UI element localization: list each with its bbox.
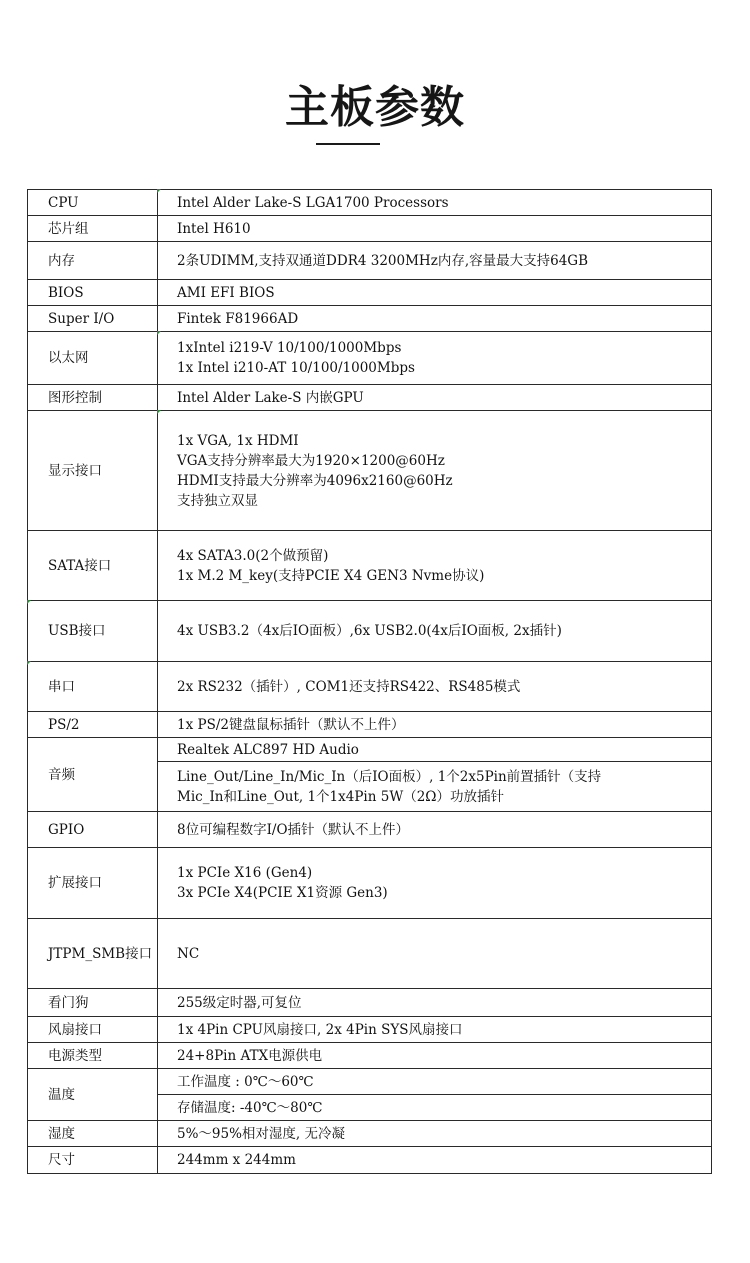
spec-row-size bbox=[28, 1147, 712, 1174]
spec-label: USB接口 bbox=[28, 601, 158, 662]
spec-row-cpu bbox=[28, 190, 712, 216]
spec-label: 湿度 bbox=[28, 1121, 158, 1147]
spec-row-power bbox=[28, 1043, 712, 1069]
spec-row-bios bbox=[28, 280, 712, 306]
spec-row-superio bbox=[28, 306, 712, 332]
spec-label: 看门狗 bbox=[28, 989, 158, 1017]
spec-value: 1x PCIe X16 (Gen4) 3x PCIe X4(PCIE X1资源 Gen3) bbox=[158, 848, 712, 919]
spec-row-memory bbox=[28, 242, 712, 280]
spec-label: 音频 bbox=[28, 738, 158, 812]
spec-label: 电源类型 bbox=[28, 1043, 158, 1069]
page-title: 主板参数 bbox=[285, 82, 465, 133]
spec-row-serial bbox=[28, 662, 712, 712]
spec-row-chipset bbox=[28, 216, 712, 242]
spec-row-display bbox=[28, 411, 712, 531]
title-underline bbox=[316, 143, 380, 145]
spec-row-temperature bbox=[28, 1069, 712, 1095]
spec-value: 1x PS/2键盘鼠标插针（默认不上件） bbox=[158, 712, 712, 738]
spec-value: 24+8Pin ATX电源供电 bbox=[158, 1043, 712, 1069]
spec-label: 以太网 bbox=[28, 332, 158, 385]
spec-value: 1x VGA, 1x HDMI VGA支持分辨率最大为1920×1200@60Hz HDMI支持最大分辨率为4096x2160@60Hz 支持独立双显 bbox=[158, 411, 712, 531]
spec-row-ethernet bbox=[28, 332, 712, 385]
spec-value: 1x 4Pin CPU风扇接口, 2x 4Pin SYS风扇接口 bbox=[158, 1017, 712, 1043]
spec-row-usb bbox=[28, 601, 712, 662]
spec-value: 2x RS232（插针）, COM1还支持RS422、RS485模式 bbox=[158, 662, 712, 712]
spec-label: 串口 bbox=[28, 662, 158, 712]
spec-label: 图形控制 bbox=[28, 385, 158, 411]
spec-label: 扩展接口 bbox=[28, 848, 158, 919]
spec-label: Super I/O bbox=[28, 306, 158, 332]
spec-value: Realtek ALC897 HD Audio bbox=[158, 738, 712, 762]
spec-row-gpio bbox=[28, 812, 712, 848]
spec-label: PS/2 bbox=[28, 712, 158, 738]
spec-value: Fintek F81966AD bbox=[158, 306, 712, 332]
spec-value: Intel Alder Lake-S 内嵌GPU bbox=[158, 385, 712, 411]
spec-value: Intel H610 bbox=[158, 216, 712, 242]
spec-value: Line_Out/Line_In/Mic_In（后IO面板）, 1个2x5Pin前置插针（支持 Mic_In和Line_Out, 1个1x4Pin 5W（2Ω）功放插针 bbox=[158, 762, 712, 812]
spec-row-graphics bbox=[28, 385, 712, 411]
spec-row-audio bbox=[28, 738, 712, 762]
spec-value: 2条UDIMM,支持双通道DDR4 3200MHz内存,容量最大支持64GB bbox=[158, 242, 712, 280]
spec-row-fan bbox=[28, 1017, 712, 1043]
spec-row-humidity bbox=[28, 1121, 712, 1147]
spec-value: 存储温度: -40℃～80℃ bbox=[158, 1095, 712, 1121]
spec-value: 4x SATA3.0(2个做预留) 1x M.2 M_key(支持PCIE X4 GEN3 Nvme协议) bbox=[158, 531, 712, 601]
spec-row-sata bbox=[28, 531, 712, 601]
spec-value: 5%～95%相对湿度, 无冷凝 bbox=[158, 1121, 712, 1147]
spec-label: 风扇接口 bbox=[28, 1017, 158, 1043]
spec-label: BIOS bbox=[28, 280, 158, 306]
spec-label: JTPM_SMB接口 bbox=[28, 919, 158, 989]
spec-value: 8位可编程数字I/O插针（默认不上件） bbox=[158, 812, 712, 848]
spec-label: 芯片组 bbox=[28, 216, 158, 242]
spec-row-expansion bbox=[28, 848, 712, 919]
spec-value: 工作温度 : 0℃～60℃ bbox=[158, 1069, 712, 1095]
spec-label: GPIO bbox=[28, 812, 158, 848]
spec-value: 4x USB3.2（4x后IO面板）,6x USB2.0(4x后IO面板, 2x插针) bbox=[158, 601, 712, 662]
spec-label: CPU bbox=[28, 190, 158, 216]
spec-value: Intel Alder Lake-S LGA1700 Processors bbox=[158, 190, 712, 216]
spec-value: NC bbox=[158, 919, 712, 989]
spec-label: 显示接口 bbox=[28, 411, 158, 531]
spec-value: AMI EFI BIOS bbox=[158, 280, 712, 306]
spec-row-watchdog bbox=[28, 989, 712, 1017]
spec-label: 温度 bbox=[28, 1069, 158, 1121]
spec-label: 尺寸 bbox=[28, 1147, 158, 1174]
spec-row-jtpm bbox=[28, 919, 712, 989]
spec-table bbox=[27, 189, 712, 1174]
spec-row-ps2 bbox=[28, 712, 712, 738]
spec-value: 1xIntel i219-V 10/100/1000Mbps 1x Intel i210-AT 10/100/1000Mbps bbox=[158, 332, 712, 385]
spec-value: 255级定时器,可复位 bbox=[158, 989, 712, 1017]
spec-value: 244mm x 244mm bbox=[158, 1147, 712, 1174]
spec-label: SATA接口 bbox=[28, 531, 158, 601]
spec-label: 内存 bbox=[28, 242, 158, 280]
